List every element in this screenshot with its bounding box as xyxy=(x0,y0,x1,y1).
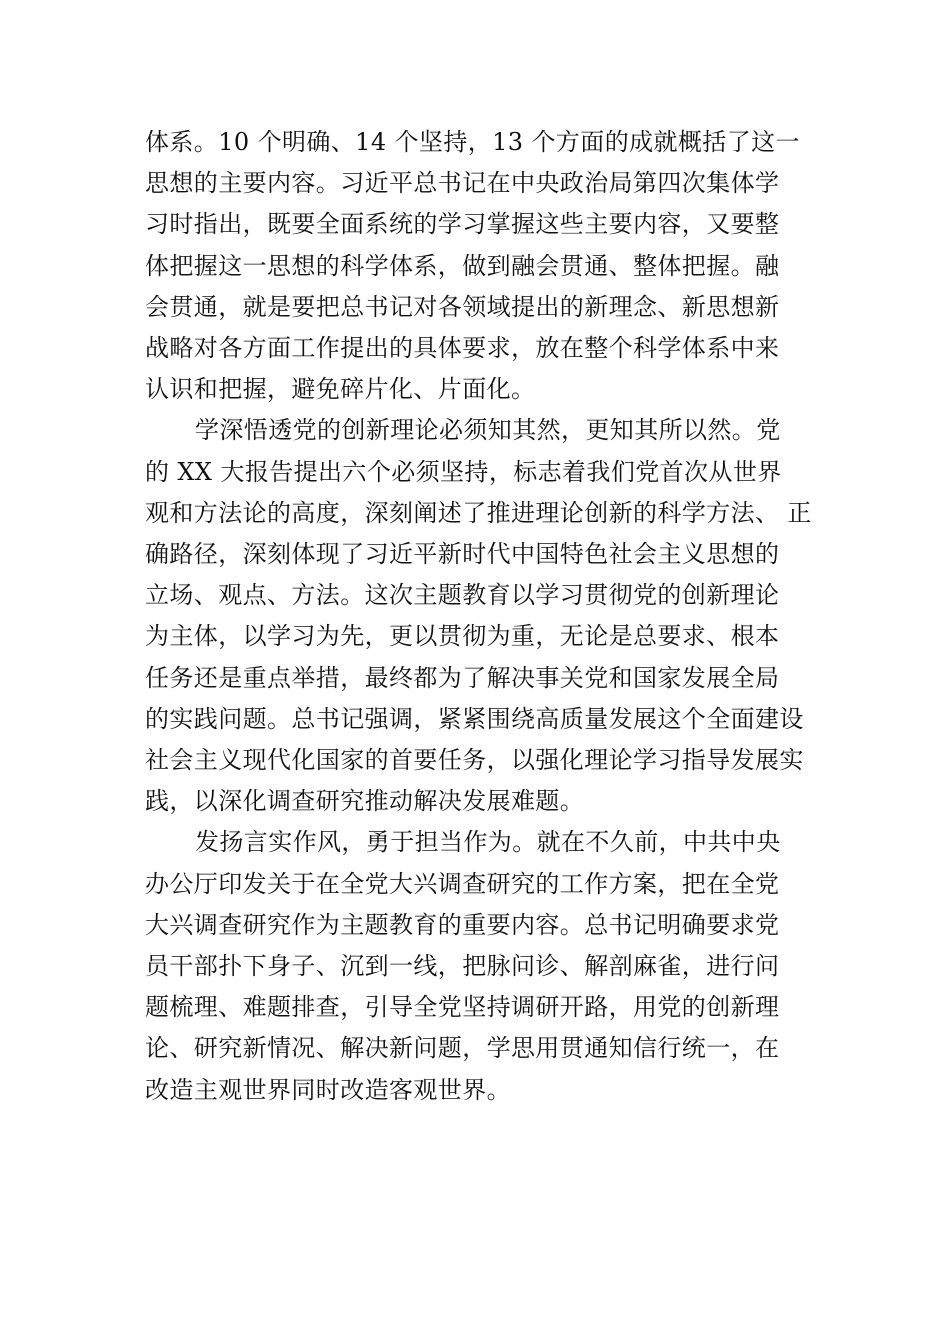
text-line: 题梳理、难题排查，引导全党坚持调研开路，用党的创新理 xyxy=(145,993,780,1022)
text-line: 认识和把握，避免碎片化、片面化。 xyxy=(145,375,536,404)
text-line: 为主体，以学习为先，更以贯彻为重，无论是总要求、根本 xyxy=(145,622,780,651)
text-line: 的实践问题。总书记强调，紧紧围绕高质量发展这个全面建设 xyxy=(145,704,804,733)
text-line: 确路径，深刻体现了习近平新时代中国特色社会主义思想的 xyxy=(145,540,780,569)
paragraph-1 xyxy=(145,122,815,410)
text-line: 践，以深化调查研究推动解决发展难题。 xyxy=(145,787,585,816)
text-line: 员干部扑下身子、沉到一线，把脉问诊、解剖麻雀，进行问 xyxy=(145,952,780,981)
text-line: 社会主义现代化国家的首要任务，以强化理论学习指导发展实 xyxy=(145,746,804,775)
text-line: 观和方法论的高度，深刻阐述了推进理论创新的科学方法、 正 xyxy=(145,498,812,527)
text-line: 思想的主要内容。习近平总书记在中央政治局第四次集体学 xyxy=(145,169,780,198)
paragraph-2 xyxy=(145,410,815,822)
text-line: 体系。10 个明确、14 个坚持，13 个方面的成就概括了这一 xyxy=(145,128,800,156)
text-line: 论、研究新情况、解决新问题，学思用贯通知信行统一，在 xyxy=(145,1034,780,1063)
text-line: 发扬言实作风，勇于担当作为。就在不久前，中共中央 xyxy=(195,828,781,857)
text-line: 立场、观点、方法。这次主题教育以学习贯彻党的创新理论 xyxy=(145,581,780,610)
text-line: 大兴调查研究作为主题教育的重要内容。总书记明确要求党 xyxy=(145,910,780,939)
text-line: 学深悟透党的创新理论必须知其然，更知其所以然。党 xyxy=(195,416,781,445)
text-line: 习时指出，既要全面系统的学习掌握这些主要内容，又要整 xyxy=(145,210,780,239)
body-text xyxy=(145,122,815,1111)
text-line: 办公厅印发关于在全党大兴调查研究的工作方案，把在全党 xyxy=(145,869,780,898)
text-line: 战略对各方面工作提出的具体要求，放在整个科学体系中来 xyxy=(145,334,780,363)
paragraph-3 xyxy=(145,822,815,1110)
text-line: 体把握这一思想的科学体系，做到融会贯通、整体把握。融 xyxy=(145,251,780,280)
text-line: 会贯通，就是要把总书记对各领域提出的新理念、新思想新 xyxy=(145,292,780,321)
text-line: 改造主观世界同时改造客观世界。 xyxy=(145,1075,511,1104)
text-line: 的 XX 大报告提出六个必须坚持，标志着我们党首次从世界 xyxy=(145,457,782,486)
text-line: 任务还是重点举措，最终都为了解决事关党和国家发展全局 xyxy=(145,663,780,692)
